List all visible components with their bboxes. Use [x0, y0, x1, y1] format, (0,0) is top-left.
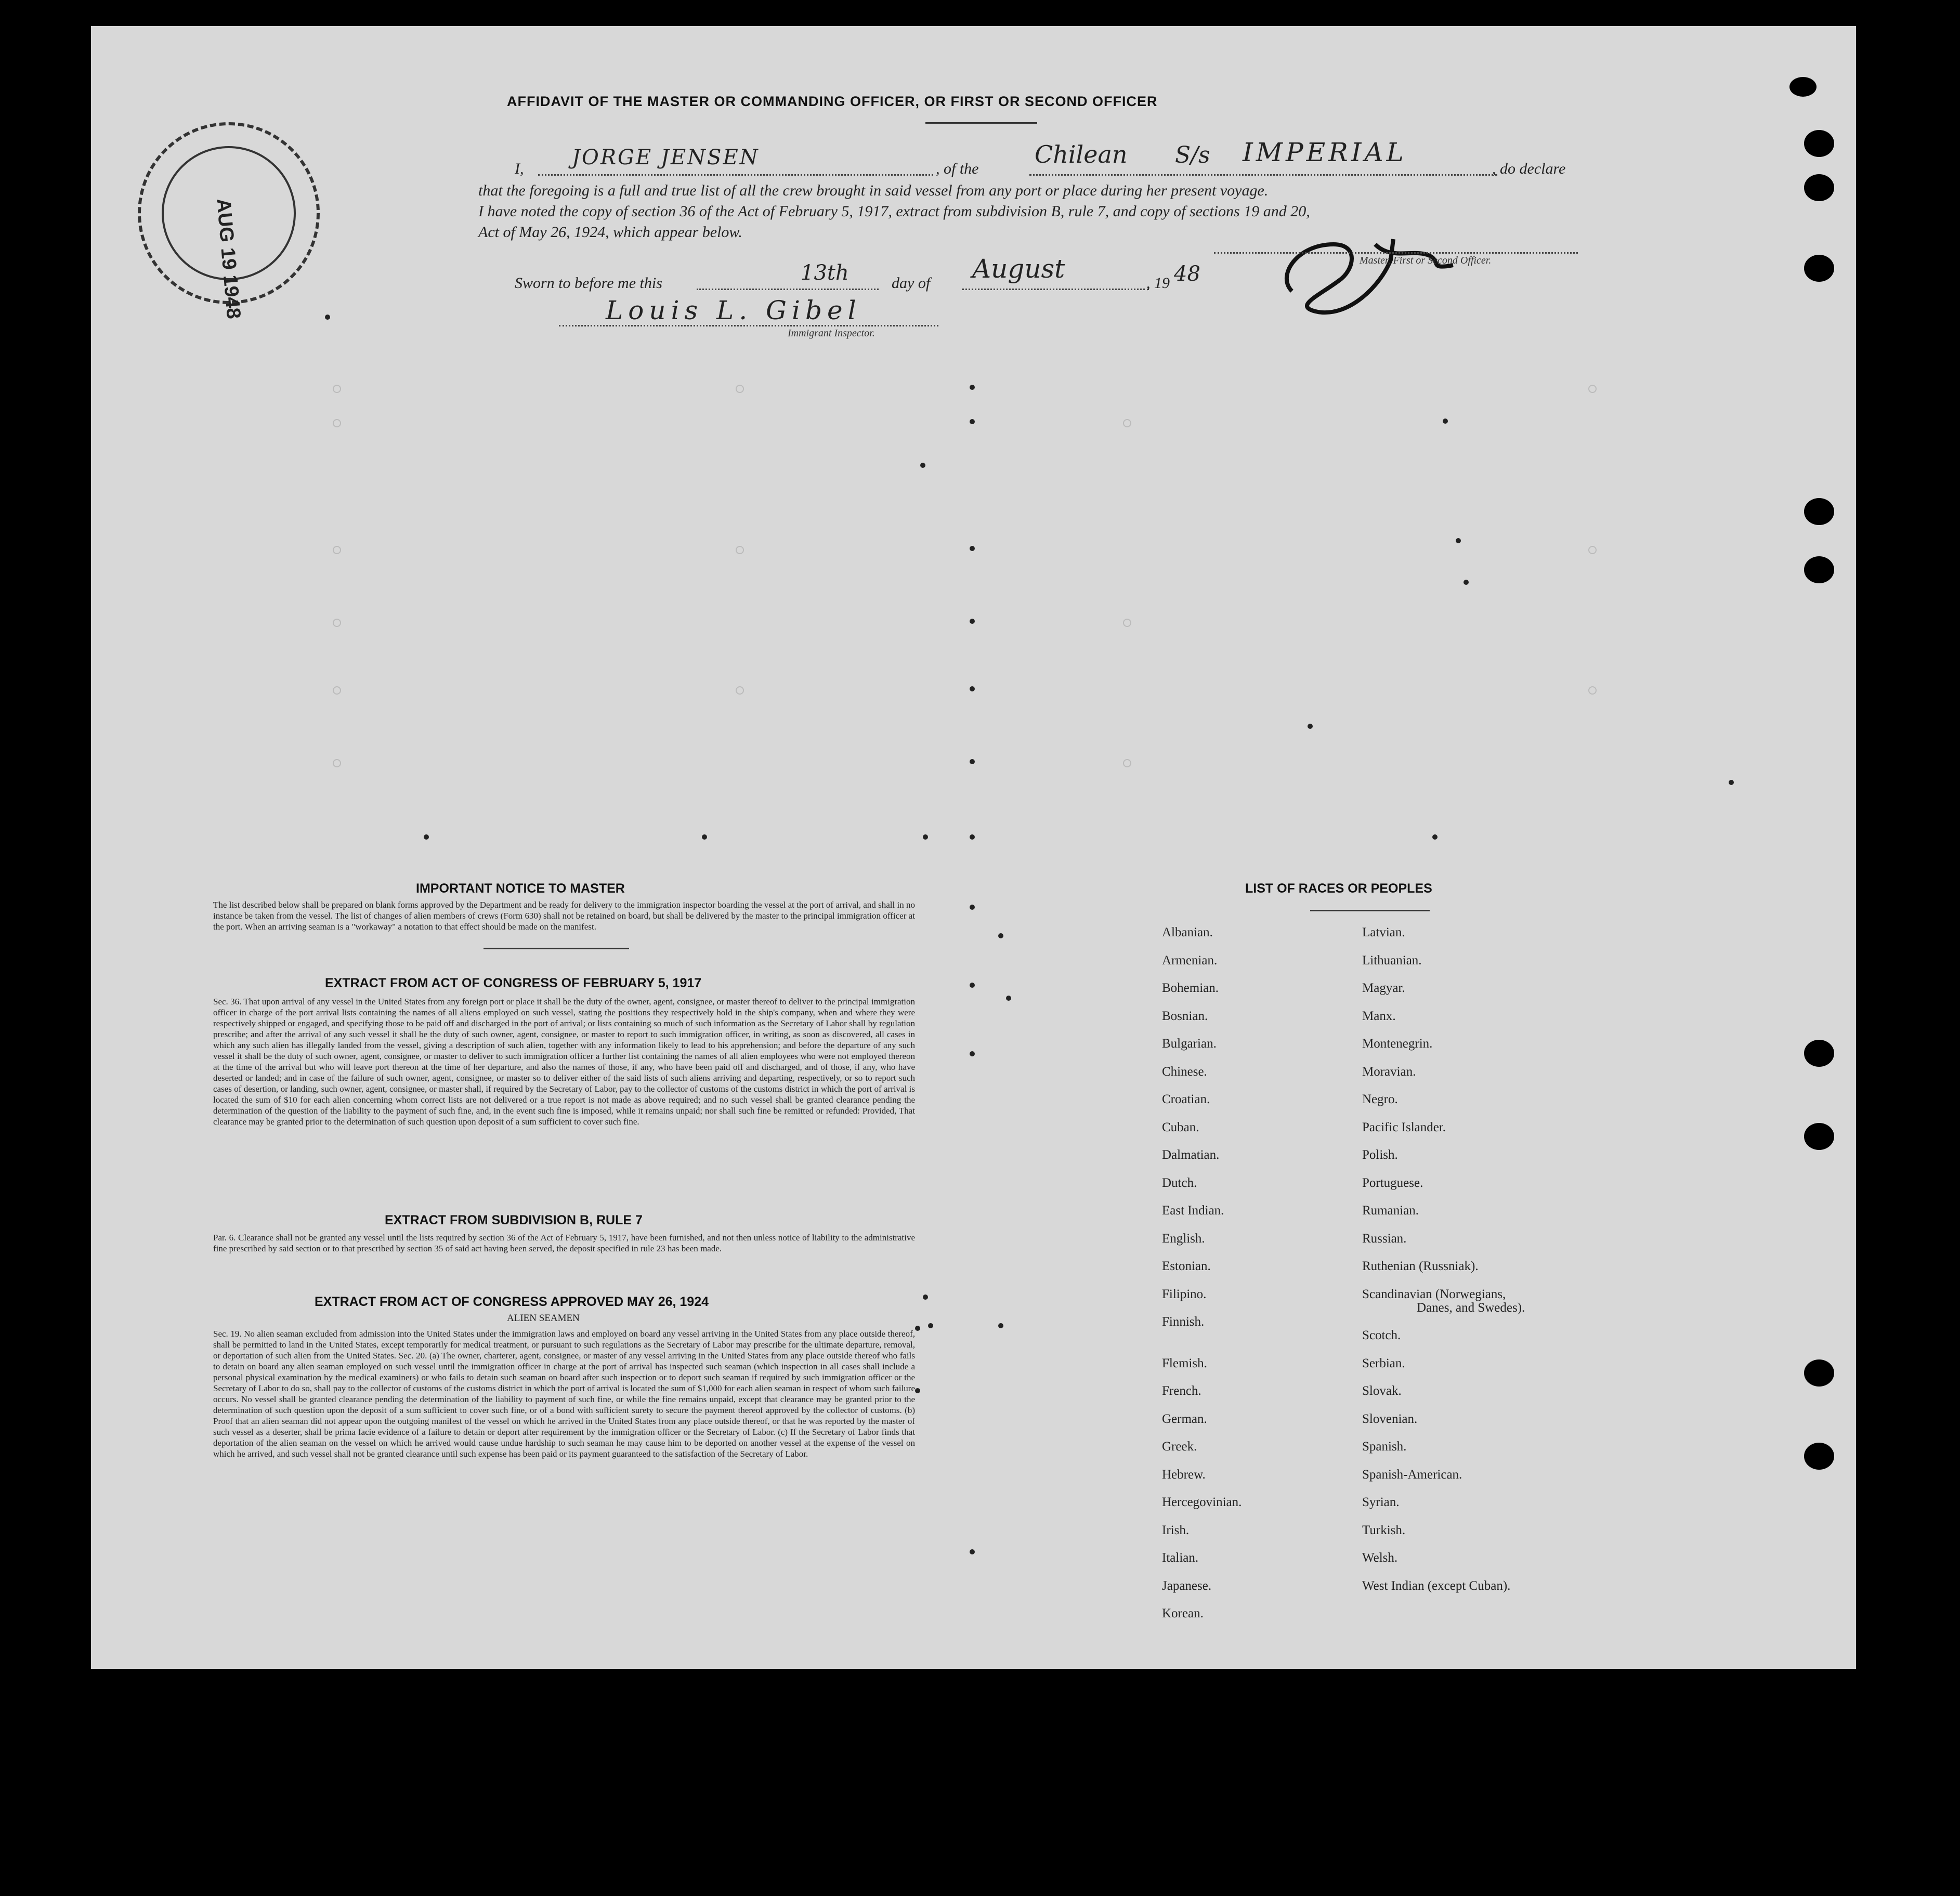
declaration-suffix: , do declare — [1492, 160, 1566, 177]
declaration-line-2: that the foregoing is a full and true list of all the crew brought in said vessel from any port or place during her present voyage. — [478, 182, 1269, 199]
race-item-left: Bosnian. — [1162, 1009, 1208, 1023]
dot — [970, 385, 975, 390]
dot — [970, 686, 975, 691]
faint-mark — [736, 546, 744, 554]
vessel-name: IMPERIAL — [1243, 137, 1407, 167]
sworn-prefix: Sworn to before me this — [515, 274, 662, 292]
race-item-right: Magyar. — [1362, 981, 1405, 995]
races-divider — [1310, 910, 1430, 911]
extract-1917-title: EXTRACT FROM ACT OF CONGRESS OF FEBRUARY 5, 1917 — [325, 976, 702, 990]
sworn-year-prefix: , 19 — [1146, 274, 1170, 292]
faint-mark — [333, 686, 341, 695]
faint-mark — [1588, 385, 1597, 393]
extract-1924-subtitle: ALIEN SEAMEN — [507, 1313, 580, 1324]
race-item-right: Serbian. — [1362, 1356, 1405, 1370]
dot — [325, 315, 330, 320]
sworn-month: August — [972, 254, 1065, 284]
vessel-line — [1029, 174, 1497, 176]
dot — [1006, 996, 1011, 1001]
dot — [915, 1388, 920, 1393]
punch-hole — [1804, 556, 1834, 583]
master-signature-caption: Master, First or Second Officer. — [1360, 255, 1492, 266]
title-underline — [925, 122, 1037, 124]
punch-hole — [1804, 1040, 1834, 1067]
dot — [970, 546, 975, 551]
race-item-right: Negro. — [1362, 1092, 1398, 1106]
punch-hole — [1804, 1359, 1834, 1387]
affidavit-title: AFFIDAVIT OF THE MASTER OR COMMANDING OFFICER, OR FIRST OR SECOND OFFICER — [507, 94, 1158, 109]
race-item-left: Irish. — [1162, 1523, 1190, 1537]
notice-text: The list described below shall be prepared on blank forms approved by the Department and be ready for delivery to the immigration inspector boarding the vessel at the port of arrival, and shall in no instance be taken from the vessel. The list of changes of alien members of crews (Form 630) shall not be retained on board, but shall be delivered by the master to the principal immigration officer at the port. When an arriving seaman is a "workaway" a notation to that effect should be made on the manifest. — [213, 900, 915, 932]
faint-mark — [333, 419, 341, 427]
race-item-right: Rumanian. — [1362, 1204, 1419, 1218]
race-item-left: Japanese. — [1162, 1578, 1212, 1593]
faint-mark — [1588, 546, 1597, 554]
master-signature-line — [1214, 252, 1578, 254]
race-item-left: Dalmatian. — [1162, 1148, 1220, 1162]
race-item-left: Finnish. — [1162, 1315, 1205, 1329]
declaration-line-3: I have noted the copy of section 36 of the Act of February 5, 1917, extract from subdivision B, rule 7, and copy of sections 19 and 20, — [478, 203, 1310, 220]
race-item-right: West Indian (except Cuban). — [1362, 1578, 1511, 1593]
extract-1917-text: Sec. 36. That upon arrival of any vessel in the United States from any foreign port or place it shall be the duty of the owner, agent, consignee, or master thereof to deliver to the principal immigration officer in charge of the port arrival lists containing the names of all aliens employed on such vessel, stating the positions they respectively hold in the ship's company, when and where they were respectively shipped or engaged, and specifying those to be paid off and discharged in the port of arrival; or lists containing so much of such information as the Secretary of Labor shall by regulation prescribe; and after the arrival of any such vessel it shall be the duty of such owner, agent, consignee, or master to report to such immigration officer, in writing, as soon as discovered, all cases in which any such alien has illegally landed from the vessel, giving a description of such alien, together with any information likely to lead to his apprehension; and before the departure of any such vessel it shall be the duty of such owner, agent, consignee, or master to deliver to such immigration officer a further list containing the names of all alien employees who were not employed thereon at the time of the arrival but who will leave port thereon at the time of her departure, and also the names of those, if any, who have been paid off and discharged, and of those, if any, who have deserted or landed; and in case of the failure of such owner, agent, consignee, or master so to deliver either of the said lists of such aliens arriving and departing, respectively, or so to report such cases of desertion, or landing, such owner, agent, consignee, or master shall, if required by the Secretary of Labor, pay to the collector of customs of the customs district in which the port of arrival is located the sum of $10 for each alien concerning whom correct lists are not delivered or a true report is not made as above required; and no such vessel shall be granted clearance pending the determination of the question of the liability to the payment of such fine, and, in the event such fine is imposed, while it remains unpaid; nor shall such fine be remitted or refunded: Provided, That clearance may be granted prior to the determination of such question upon deposit of a sum sufficient to cover such fine. — [213, 997, 915, 1127]
dot — [970, 1549, 975, 1554]
dot — [1464, 580, 1469, 585]
race-item-left: East Indian. — [1162, 1204, 1224, 1218]
race-item-left: Greek. — [1162, 1440, 1197, 1454]
dot — [1308, 724, 1313, 729]
punch-hole — [1804, 130, 1834, 157]
race-item-right: Scandinavian (Norwegians, — [1362, 1287, 1506, 1301]
dot — [970, 834, 975, 840]
race-item-left: Dutch. — [1162, 1175, 1197, 1190]
dot — [920, 463, 925, 468]
vessel-type: S/s — [1175, 142, 1210, 168]
race-item-left: Bulgarian. — [1162, 1037, 1217, 1051]
inspector-caption: Immigrant Inspector. — [788, 328, 875, 339]
race-item-left: Hercegovinian. — [1162, 1495, 1242, 1509]
race-item-left: Korean. — [1162, 1606, 1204, 1620]
punch-hole — [1804, 498, 1834, 525]
dot — [928, 1323, 933, 1328]
inspector-signature-line — [559, 325, 938, 326]
declaration-prefix: I, — [515, 160, 524, 177]
divider-1917 — [484, 948, 629, 949]
dot — [970, 1051, 975, 1056]
sworn-day-line — [697, 289, 879, 290]
faint-mark — [333, 385, 341, 393]
dot — [923, 834, 928, 840]
race-item-right: Russian. — [1362, 1231, 1407, 1246]
race-item-right: Lithuanian. — [1362, 953, 1422, 967]
race-item-right: Slovak. — [1362, 1384, 1402, 1398]
race-item-right: Welsh. — [1362, 1551, 1398, 1565]
race-item-left: German. — [1162, 1411, 1207, 1426]
race-item-left: Flemish. — [1162, 1356, 1207, 1370]
race-item-right: Spanish-American. — [1362, 1467, 1462, 1482]
notice-title: IMPORTANT NOTICE TO MASTER — [416, 881, 625, 896]
race-item-right: Latvian. — [1362, 925, 1405, 939]
race-item-right: Scotch. — [1362, 1328, 1401, 1342]
race-item-left: Hebrew. — [1162, 1467, 1206, 1482]
race-item-right: Ruthenian (Russniak). — [1362, 1259, 1479, 1273]
race-item-right: Turkish. — [1362, 1523, 1406, 1537]
faint-mark — [1123, 759, 1131, 767]
race-item-left: Croatian. — [1162, 1092, 1210, 1106]
race-item-right: Manx. — [1362, 1009, 1396, 1023]
punch-hole — [1804, 1443, 1834, 1470]
dot — [970, 983, 975, 988]
rule7-text: Par. 6. Clearance shall not be granted any vessel until the lists required by section 36 of the Act of February 5, 1917, have been furnished, and not then unless notice of liability to the administrative fine prescribed by said section or to that prescribed by section 35 of said act having been served, the deposit specified in rule 23 has been made. — [213, 1233, 915, 1253]
race-item-left: Albanian. — [1162, 925, 1213, 939]
race-item-right: Syrian. — [1362, 1495, 1400, 1509]
race-item-right: Danes, and Swedes). — [1417, 1300, 1525, 1315]
dot — [970, 619, 975, 624]
race-item-right: Pacific Islander. — [1362, 1120, 1446, 1134]
master-name: JORGE JENSEN — [572, 146, 760, 169]
master-name-line — [538, 174, 933, 176]
extract-1924-text: Sec. 19. No alien seaman excluded from admission into the United States under the immigration laws and employed on board any vessel arriving in the United States from any place outside thereof, shall be permitted to land in the United States, except temporarily for medical treatment, or pursuant to such regulations as the Secretary of Labor may prescribe for the ultimate departure, removal, or deportation of such alien from the United States. Sec. 20. (a) The owner, charterer, agent, consignee, or master of any vessel arriving in the United States from any place outside thereof who fails to detain on board any alien seaman employed on such vessel until the immigration officer in charge at the port of arrival has inspected such seaman (which inspection in all cases shall include a personal physical examination by the medical examiners) or who fails to detain such seaman on board after such inspection or to deport such seaman if required by such immigration officer or the Secretary of Labor to do so, shall pay to the collector of customs of the customs district in which the port of arrival is located the sum of $1,000 for each alien seaman in respect of whom such failure occurs. No vessel shall be granted clearance pending the determination of the liability to payment of such fine, or while the fine remains unpaid, except that clearance may be granted prior to the determination of such question upon the deposit of a sum sufficient to cover such fine, or of a bond with sufficient surety to secure the payment thereof approved by the collector of customs. (b) Proof that an alien seaman did not appear upon the outgoing manifest of the vessel on which he arrived in the United States from any place outside thereof, or that he was reported by the master of such vessel as a deserter, shall be prima facie evidence of a failure to detain or deport after requirement by the immigration officer or the Secretary of Labor. (c) If the Secretary of Labor finds that deportation of the alien seaman on the vessel on which he arrived would cause undue hardship to such seaman he may cause him to be deported on another vessel at the expense of the vessel on which he arrived, and such vessel shall not be granted clearance until such expense has been paid or its payment guaranteed to the satisfaction of the Secretary of Labor. — [213, 1329, 915, 1459]
race-item-left: Armenian. — [1162, 953, 1218, 967]
stamp-date: AUG 19 1948 — [212, 198, 245, 320]
race-item-left: Bohemian. — [1162, 981, 1219, 995]
faint-mark — [736, 686, 744, 695]
dot — [998, 1323, 1003, 1328]
race-item-left: Estonian. — [1162, 1259, 1211, 1273]
document-page — [91, 26, 1856, 1669]
punch-hole — [1789, 77, 1817, 97]
faint-mark — [1588, 686, 1597, 695]
race-item-left: English. — [1162, 1231, 1205, 1246]
dot — [702, 834, 707, 840]
sworn-month-line — [962, 289, 1149, 290]
race-item-left: French. — [1162, 1384, 1201, 1398]
sworn-day-label: day of — [892, 274, 931, 292]
race-item-left: Italian. — [1162, 1551, 1199, 1565]
dot — [923, 1294, 928, 1300]
dot — [1443, 419, 1448, 424]
races-title: LIST OF RACES OR PEOPLES — [1245, 881, 1432, 896]
dot — [970, 759, 975, 764]
vessel-nationality: Chilean — [1035, 140, 1128, 168]
race-item-left: Chinese. — [1162, 1064, 1207, 1079]
race-item-right: Polish. — [1362, 1148, 1398, 1162]
race-item-left: Filipino. — [1162, 1287, 1207, 1301]
master-signature — [1256, 213, 1505, 322]
dot — [998, 933, 1003, 938]
punch-hole — [1804, 174, 1834, 201]
dot — [424, 834, 429, 840]
race-item-right: Montenegrin. — [1362, 1037, 1433, 1051]
faint-mark — [1123, 619, 1131, 627]
race-item-right: Portuguese. — [1362, 1175, 1423, 1190]
race-item-right: Moravian. — [1362, 1064, 1416, 1079]
faint-mark — [1123, 419, 1131, 427]
faint-mark — [333, 546, 341, 554]
dot — [1432, 834, 1438, 840]
faint-mark — [333, 759, 341, 767]
extract-1924-title: EXTRACT FROM ACT OF CONGRESS APPROVED MAY 26, 1924 — [315, 1294, 709, 1309]
dot — [1456, 538, 1461, 543]
declaration-mid: , of the — [936, 160, 979, 177]
faint-mark — [736, 385, 744, 393]
rule7-title: EXTRACT FROM SUBDIVISION B, RULE 7 — [385, 1213, 643, 1227]
sworn-year: 48 — [1174, 262, 1200, 286]
faint-mark — [333, 619, 341, 627]
declaration-line-4: Act of May 26, 1924, which appear below. — [478, 224, 742, 241]
dot — [915, 1326, 920, 1331]
punch-hole — [1804, 255, 1834, 282]
inspector-signature: Louis L. Gibel — [606, 295, 861, 325]
punch-hole — [1804, 1123, 1834, 1150]
dot — [970, 905, 975, 910]
race-item-left: Cuban. — [1162, 1120, 1199, 1134]
sworn-day: 13th — [801, 261, 849, 285]
race-item-right: Spanish. — [1362, 1440, 1407, 1454]
dot — [970, 419, 975, 424]
dot — [1729, 780, 1734, 785]
race-item-right: Slovenian. — [1362, 1411, 1418, 1426]
